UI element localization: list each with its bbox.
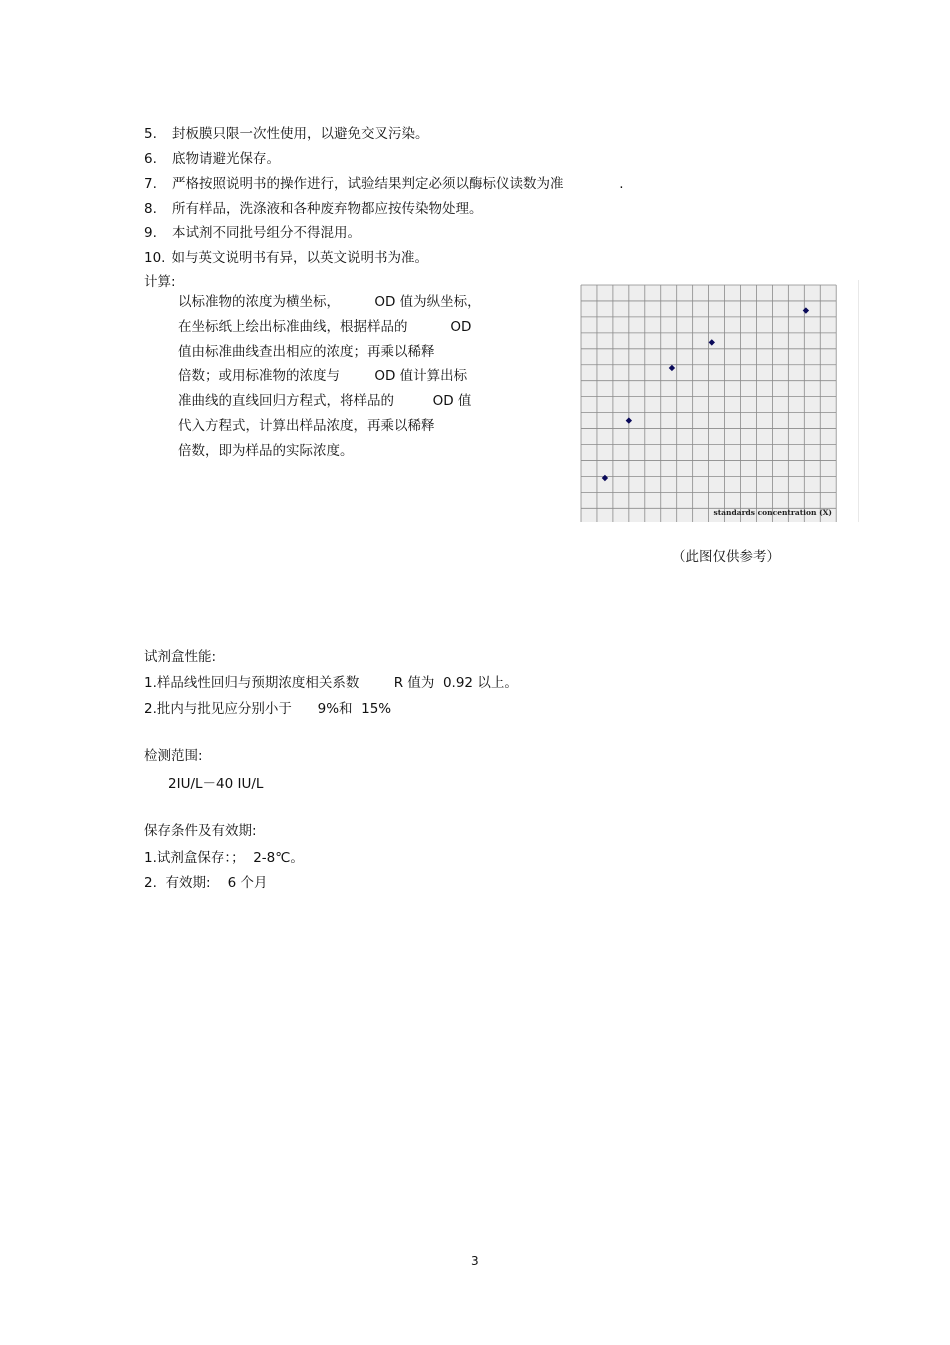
chart-canvas [562,280,858,522]
section-heading-calculation: 计算: [144,274,176,290]
list-item [144,172,624,192]
storage-item: 1.试剂盒保存：； 2-8℃。 [144,850,304,866]
list-item-text: 封板膜只限一次性使用，以避免交叉污染。 [172,126,429,142]
list-item-text: 严格按照说明书的操作进行，试验结果判定必须以酶标仪读数为准 . [172,176,624,192]
page-number: 3 [471,1254,479,1268]
chart-caption: （此图仅供参考） [672,549,780,565]
paragraph-line: 在坐标纸上绘出标准曲线，根据样品的 OD [178,318,472,335]
list-item [144,246,428,266]
list-item-text: 如与英文说明书有异，以英文说明书为准。 [171,250,428,266]
storage-item: 2. 有效期: 6 个月 [144,875,268,891]
list-item-text: 本试剂不同批号组分不得混用。 [172,225,361,241]
paragraph-line: 倍数，即为样品的实际浓度。 [178,442,354,459]
list-item-text: 底物请避光保存。 [172,151,280,167]
section-heading-range: 检测范围: [144,748,203,764]
list-item-number: 8. [144,201,157,217]
list-item-number: 7. [144,176,157,192]
list-item [144,147,280,167]
section-heading-performance: 试剂盒性能: [144,649,217,665]
detection-range-value: 2IU/L－40 IU/L [168,776,264,792]
list-item-number: 9. [144,225,157,241]
list-item-number: 5. [144,126,157,142]
paragraph-line: 值由标准曲线查出相应的浓度；再乘以稀释 [178,343,435,360]
list-item-number: 10. [144,250,166,266]
section-heading-storage: 保存条件及有效期: [144,823,257,839]
x-axis-label: standards concentration (X) [713,508,832,517]
paragraph-line: 准曲线的直线回归方程式，将样品的 OD 值 [178,393,472,410]
list-item [144,197,483,217]
list-item [144,122,429,142]
list-item-text: 所有样品，洗涤液和各种废弃物都应按传染物处理。 [172,201,483,217]
standard-curve-chart [562,280,859,522]
paragraph-line: 倍数；或用标准物的浓度与 OD 值计算出标 [178,368,468,385]
paragraph-line: 代入方程式，计算出样品浓度，再乘以稀释 [178,417,435,434]
list-item-number: 6. [144,151,157,167]
performance-item: 1.样品线性回归与预期浓度相关系数 R 值为 0.92 以上。 [144,675,518,691]
performance-item: 2.批内与批见应分别小于 9%和 15% [144,701,392,717]
paragraph-line: 以标准物的浓度为横坐标， OD 值为纵坐标， [178,294,481,310]
list-item [144,221,361,241]
calculation-paragraph [178,290,498,464]
